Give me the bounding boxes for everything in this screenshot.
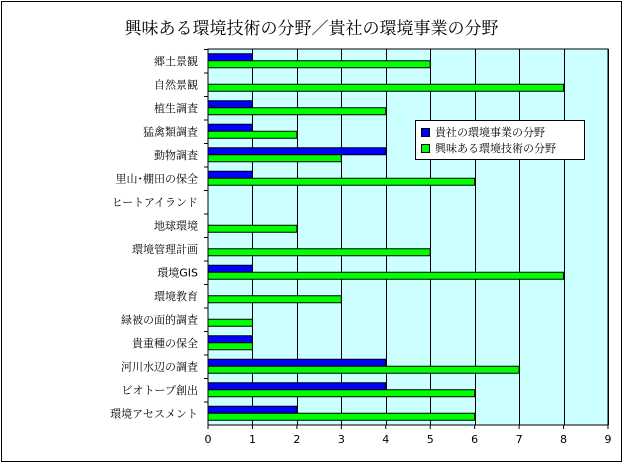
bar xyxy=(208,131,297,138)
bar xyxy=(208,390,475,397)
chart-legend xyxy=(415,120,585,160)
legend-label-interest: 興味ある環境技術の分野 xyxy=(435,142,556,155)
x-tick-label: 2 xyxy=(293,433,301,446)
bar xyxy=(208,225,297,232)
bar xyxy=(208,171,252,178)
category-label: 貴重種の保全 xyxy=(132,336,198,350)
category-label: ビオトープ創出 xyxy=(121,383,198,397)
category-label: 植生調査 xyxy=(154,101,198,115)
bar xyxy=(208,336,252,343)
category-label: 環境GIS xyxy=(157,266,198,280)
category-label: 郷土景観 xyxy=(154,54,198,68)
bar xyxy=(208,178,475,185)
x-tick-label: 6 xyxy=(471,433,479,446)
bar xyxy=(208,249,430,256)
legend-label-company: 貴社の環境事業の分野 xyxy=(435,126,545,139)
bar xyxy=(208,124,252,131)
bar xyxy=(208,54,252,61)
bar xyxy=(208,343,252,350)
x-tick-label: 1 xyxy=(248,433,256,446)
category-label: 里山･棚田の保全 xyxy=(115,172,198,186)
bar xyxy=(208,265,252,272)
category-label: 動物調査 xyxy=(154,148,198,162)
category-label: 河川水辺の調査 xyxy=(121,360,198,374)
chart-frame xyxy=(1,1,622,462)
bar xyxy=(208,148,386,155)
bar xyxy=(208,383,386,390)
bar xyxy=(208,319,252,326)
bar xyxy=(208,359,386,366)
x-tick-label: 7 xyxy=(515,433,523,446)
bar xyxy=(208,366,519,373)
x-tick-label: 3 xyxy=(337,433,345,446)
category-label: ヒートアイランド xyxy=(111,195,198,209)
chart-title: 興味ある環境技術の分野／貴社の環境事業の分野 xyxy=(124,19,499,39)
x-tick-label: 0 xyxy=(204,433,212,446)
category-label: 自然景観 xyxy=(154,78,198,92)
legend-swatch-interest xyxy=(421,144,430,153)
bar xyxy=(208,84,564,91)
bar-chart xyxy=(2,2,621,461)
bar xyxy=(208,155,341,162)
category-label: 環境教育 xyxy=(154,289,198,303)
legend-item-interest xyxy=(421,140,579,156)
category-label: 環境アセスメント xyxy=(110,407,198,421)
bar xyxy=(208,61,430,68)
category-label: 猛禽類調査 xyxy=(143,125,198,139)
x-tick-label: 8 xyxy=(560,433,568,446)
legend-swatch-company xyxy=(421,128,430,137)
bar xyxy=(208,101,252,108)
x-tick-label: 5 xyxy=(426,433,434,446)
category-label: 環境管理計画 xyxy=(132,242,198,256)
legend-item-company xyxy=(421,124,579,140)
bar xyxy=(208,413,475,420)
bar xyxy=(208,406,297,413)
category-label: 地球環境 xyxy=(154,219,198,233)
bar xyxy=(208,108,386,115)
bar xyxy=(208,272,564,279)
category-label: 緑被の面的調査 xyxy=(121,313,198,327)
bar xyxy=(208,296,341,303)
x-tick-label: 9 xyxy=(604,433,612,446)
x-tick-label: 4 xyxy=(382,433,390,446)
